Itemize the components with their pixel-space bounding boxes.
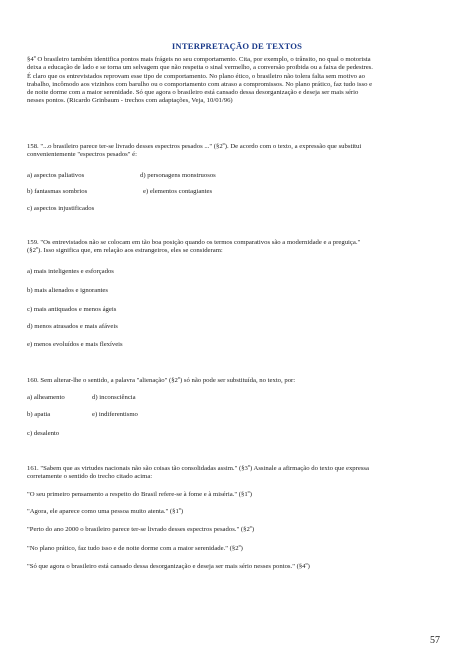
q160-option-e: e) indiferentismo [92, 411, 138, 418]
stem-line: convenientemente "espectros pesados" é: [27, 151, 138, 159]
q159-option-b: b) mais alienados e ignorantes [27, 287, 108, 294]
page-title: INTERPRETAÇÃO DE TEXTOS [171, 41, 303, 51]
passage-line: de noite dorme com a maior serenidade. Só que agora o brasileiro está cansado dessa desorganização e deseja ser mais sério [27, 89, 359, 97]
q159-option-a: a) mais inteligentes e esforçados [27, 268, 114, 275]
question-160-stem [27, 377, 447, 385]
q159-option-c: c) mais antiquados e menos ágeis [27, 306, 117, 313]
stem-line: corretamente o sentido do trecho citado acima: [27, 473, 153, 481]
q158-option-a: a) aspectos paliativos [27, 172, 85, 179]
passage-paragraph [27, 56, 447, 106]
q158-option-e: e) elementos contagiantes [143, 188, 213, 195]
q160-option-a: a) alheamento [27, 394, 65, 401]
question-161-stem [27, 465, 447, 482]
passage-line: deixa a educação de lado e se torna um selvagem que não respeita o sinal vermelho, a conversão proibida ou a faixa de pedestres. [27, 64, 373, 72]
passage-line: nesses pontos. (Ricardo Grinbaum - trechos com adaptações, Veja, 10/01/96) [27, 97, 233, 105]
q159-option-e: e) menos evoluídos e mais flexíveis [27, 341, 123, 348]
q161-quote-1: "O seu primeiro pensamento a respeito do Brasil refere-se à fome e à miséria." (§1º) [27, 491, 252, 498]
page-number: 57 [430, 635, 440, 646]
q161-quote-5: "Só que agora o brasileiro está cansado dessa desorganização e deseja ser mais sério nesses pontos." (§4º) [27, 563, 310, 570]
stem-line: 161. "Sabem que as virtudes nacionais não são coisas tão consolidadas assim." (§3º) Assinale a afirmação do texto que expressa [27, 465, 370, 472]
passage-line: trabalho, incômodo aos vizinhos com barulho ou o comportamento com atraso a compromissos. No plano prático, faz tudo isso e [27, 80, 373, 88]
q158-option-b: b) fantasmas sombrios [27, 188, 88, 195]
stem-line: (§2º). Isso significa que, em relação aos estrangeiros, eles se consideram: [27, 247, 223, 255]
q161-quote-3: "Perto do ano 2000 o brasileiro parece ter-se livrado desses espectros pesados." (§2º) [27, 526, 255, 533]
question-159-stem [27, 239, 447, 256]
q159-option-d: d) menos atrasados e mais afáveis [27, 323, 118, 330]
passage-line: §4º O brasileiro também identifica pontos mais frágeis no seu comportamento. Cita, por exemplo, o trânsito, no qual o motorista [27, 56, 371, 63]
q158-option-c: c) aspectos injustificados [27, 205, 95, 212]
stem-line: 159. "Os entrevistados não se colocam em tão boa posição quando os termos comparativos são a modernidade e a preguiça." [27, 239, 361, 246]
q161-quote-4: "No plano prático, faz tudo isso e de noite dorme com a maior serenidade." (§2º) [27, 545, 243, 552]
question-158-stem [27, 143, 447, 160]
q158-option-d: d) personagens monstruosos [140, 172, 216, 179]
q160-option-c: c) desalento [27, 430, 60, 437]
q160-option-d: d) inconsciência [92, 394, 136, 401]
passage-line: É claro que os entrevistados reprovam esse tipo de comportamento. No plano ético, o brasileiro não tolera falta sem motivo ao [27, 72, 365, 80]
q161-quote-2: "Agora, ele aparece como uma pessoa muito atenta." (§1º) [27, 508, 184, 515]
stem-line: 158. "...o brasileiro parece ter-se livrado desses espectros pesados ..." (§2º). De acordo com o texto, a expressão que substitui [27, 143, 362, 150]
q160-option-b: b) apatia [27, 411, 51, 418]
stem-line: 160. Sem alterar-lhe o sentido, a palavra "alienação" (§2º) só não pode ser substituída, no texto, por: [27, 377, 296, 384]
